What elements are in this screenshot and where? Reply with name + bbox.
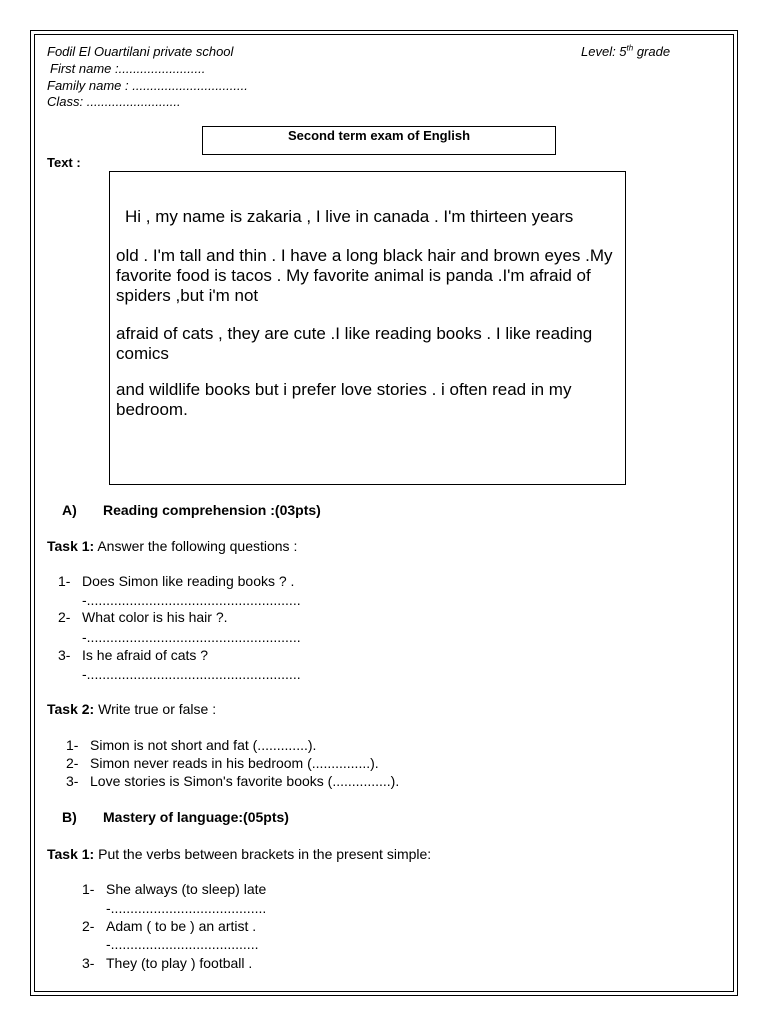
grade-level-prefix: Level: 5 [581, 44, 627, 59]
item-number: 1- [82, 881, 95, 897]
answer-line: -........................................ [106, 900, 267, 916]
statement-number: 3- [66, 773, 79, 789]
task-instruction: Put the verbs between brackets in the present simple: [94, 846, 432, 862]
item-text: She always (to sleep) late [106, 881, 267, 897]
item-text: They (to play ) football . [106, 955, 253, 971]
section-a-task2 [47, 700, 216, 718]
class-field: Class: .......................... [47, 94, 181, 109]
section-b-title: Mastery of language:(05pts) [103, 809, 289, 825]
grade-level [581, 44, 670, 60]
statement-number: 2- [66, 755, 79, 771]
answer-line: -....................................................... [82, 592, 301, 608]
grade-level-suffix: grade [633, 44, 671, 59]
answer-line: -....................................................... [82, 666, 301, 682]
statement-text: Love stories is Simon's favorite books (...............). [90, 773, 400, 789]
passage-paragraph-2: old . I'm tall and thin . I have a long black hair and brown eyes .My favorite food is tacos . My favorite animal is panda .I'm afraid of spiders ,but i'm not [116, 246, 613, 305]
task-label: Task 2: [47, 701, 95, 717]
statement-text: Simon is not short and fat (.............). [90, 737, 317, 753]
section-a-letter: A) [62, 502, 77, 518]
section-b-letter: B) [62, 809, 77, 825]
exam-title: Second term exam of English [287, 128, 471, 143]
answer-line: -....................................................... [82, 629, 301, 645]
task-instruction: Write true or false : [94, 701, 217, 717]
task-instruction: Answer the following questions : [94, 538, 298, 554]
passage-paragraph-3: afraid of cats , they are cute .I like reading books . I like reading comics [116, 324, 593, 363]
grade-level-sup: th [626, 43, 634, 53]
section-b-task1 [47, 845, 431, 863]
question-number: 2- [58, 609, 71, 625]
question-text: Is he afraid of cats ? [82, 647, 209, 663]
section-a-title: Reading comprehension :(03pts) [103, 502, 321, 518]
task-label: Task 1: [47, 846, 95, 862]
passage-paragraph-4: and wildlife books but i prefer love stories . i often read in my bedroom. [116, 380, 572, 419]
question-number: 1- [58, 573, 71, 589]
answer-line: -...................................... [106, 936, 259, 952]
question-number: 3- [58, 647, 71, 663]
item-number: 3- [82, 955, 95, 971]
question-text: Does Simon like reading books ? . [82, 573, 295, 589]
statement-text: Simon never reads in his bedroom (...............). [90, 755, 379, 771]
school-name: Fodil El Ouartilani private school [47, 44, 234, 59]
passage-paragraph-1: Hi , my name is zakaria , I live in canada . I'm thirteen years [125, 207, 574, 226]
first-name-field: First name :........................ [50, 61, 206, 76]
text-label: Text : [47, 155, 81, 170]
task-label: Task 1: [47, 538, 95, 554]
item-number: 2- [82, 918, 95, 934]
item-text: Adam ( to be ) an artist . [106, 918, 257, 934]
statement-number: 1- [66, 737, 79, 753]
section-a-task1 [47, 537, 297, 555]
exam-title-box [202, 126, 556, 155]
question-text: What color is his hair ?. [82, 609, 228, 625]
family-name-field: Family name : ................................ [47, 78, 248, 93]
